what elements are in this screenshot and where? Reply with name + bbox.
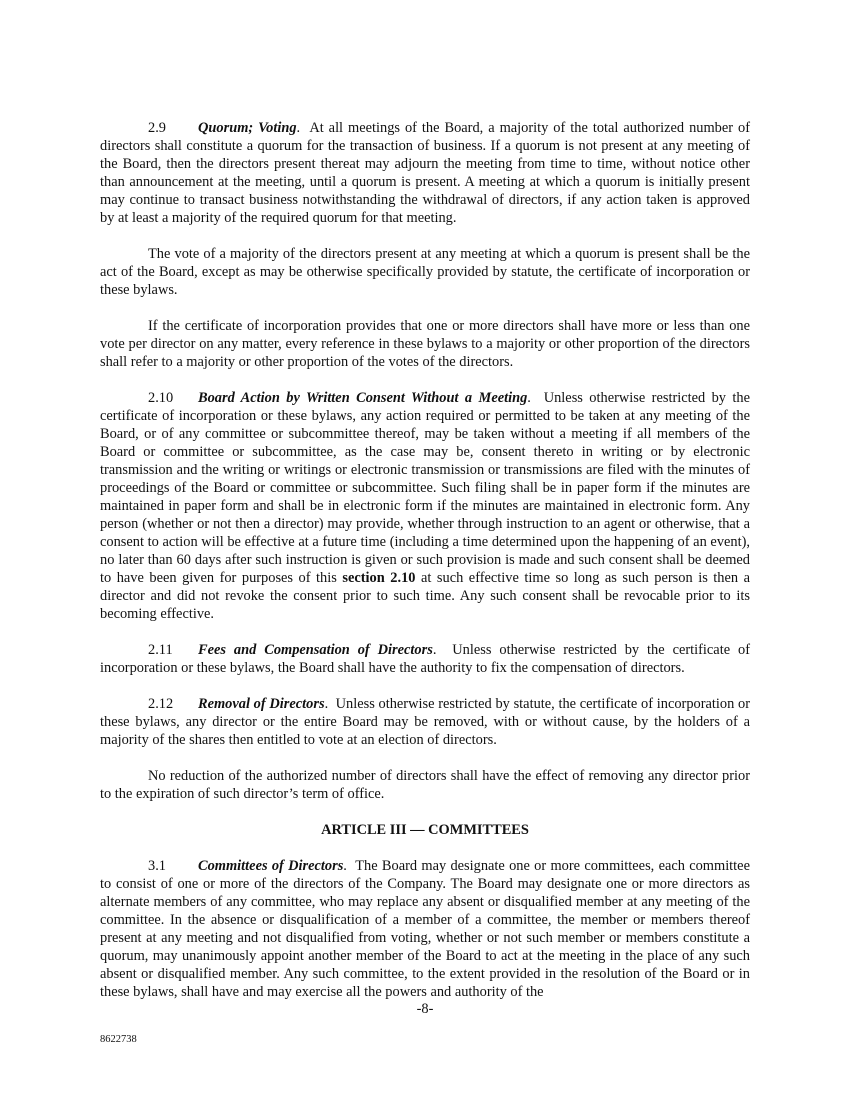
section-number: 2.9 [148,120,166,136]
section-2-11-paragraph: 2.11 Fees and Compensation of Directors. Unless otherwise restricted by the certificate of incorporation or these bylaws, the Board shall have the authority to fix the compensation of directors. [100,642,751,676]
section-heading: Quorum; Voting [198,120,297,136]
section-text: The Board may designate one or more committees, each committee to consist of one or more of the directors of the Company. The Board may designate one or more directors as alternate members of any committee, who may replace any absent or disqualified member at any meeting of the committee. In the absence or disqualification of a member of a committee, the member or members thereof present at any meeting and not disqualified from voting, whether or not such member or members constitute a quorum, may unanimously appoint another member of the Board to act at the meeting in the place of any such absent or disqualified member. Any such committee, to the extent provided in the resolution of the Board or in these bylaws, shall have and may exercise all the powers and authority of the [100,858,750,1000]
section-number: 2.11 [148,642,173,658]
section-reference: section 2.10 [342,570,416,586]
section-2-10-paragraph: 2.10 Board Action by Written Consent Without a Meeting. Unless otherwise restricted by the certificate of incorporation or these bylaws, any action required or permitted to be taken at any meeting of the Board, or of any committee or subcommittee thereof, may be taken without a meeting if all members of the Board or committee or subcommittee, as the case may be, consent thereto in writing or by electronic transmission and the writing or writings or electronic transmission or transmissions are filed with the minutes of proceedings of the Board or committee or subcommittee. Such filing shall be in paper form if the minutes are maintained in paper form and shall be in electronic form if the minutes are maintained in electronic form. Any person (whether or not then a director) may provide, whether through instruction to an agent or otherwise, that a consent to action will be effective at a future time (including a time determined upon the happening of an event), no later than 60 days after such instruction is given or such provision is made and such consent shall be deemed to have been given for purposes of this section 2.10 at such effective time so long as such person is then a director and did not revoke the consent prior to such time. Any such consent shall be revocable prior to its becoming effective. [100,390,750,622]
section-number: 3.1 [148,858,166,874]
section-2-9-paragraph-2 [100,245,750,299]
section-heading: Removal of Directors [198,696,325,712]
section-heading: Fees and Compensation of Directors [198,642,433,658]
section-3-1-paragraph: 3.1 Committees of Directors. The Board may designate one or more committees, each committee to consist of one or more of the directors of the Company. The Board may designate one or more directors as alternate members of any committee, who may replace any absent or disqualified member at any meeting of the committee. In the absence or disqualification of a member of a committee, the member or members thereof present at any meeting and not disqualified from voting, whether or not such member or members constitute a quorum, may unanimously appoint another member of the Board to act at the meeting in the place of any such absent or disqualified member. Any such committee, to the extent provided in the resolution of the Board or in these bylaws, shall have and may exercise all the powers and authority of the [100,858,750,1000]
section-text: at such effective time so long as such person is then a director and did not revoke the consent prior to such time. Any such consent shall be revocable prior to its becoming effective. [100,570,750,622]
section-text: Unless otherwise restricted by the certificate of incorporation or these bylaws, any action required or permitted to be taken at any meeting of the Board, or of any committee or subcommittee thereof, may be taken without a meeting if all members of the Board or committee or subcommittee, as the case may be, consent thereto in writing or by electronic transmission and the writing or writings or electronic transmission or transmissions are filed with the minutes of proceedings of the Board or committee or subcommittee. Such filing shall be in paper form if the minutes are maintained in paper form and shall be in electronic form if the minutes are maintained in electronic form. Any person (whether or not then a director) may provide, whether through instruction to an agent or otherwise, that a consent to action will be effective at a future time (including a time determined upon the happening of an event), no later than 60 days after such instruction is given or such provision is made and such consent shall be deemed to have been given for purposes of this [100,390,750,586]
section-number: 2.10 [148,390,174,406]
section-number: 2.12 [148,696,174,712]
section-text: No reduction of the authorized number of directors shall have the effect of removing any director prior to the expiration of such director’s term of office. [100,768,750,802]
section-2-12-paragraph-2 [100,767,750,803]
section-heading: Committees of Directors [198,858,344,874]
section-2-12-paragraph: 2.12 Removal of Directors. Unless otherwise restricted by statute, the certificate of incorporation or these bylaws, any director or the entire Board may be removed, with or without cause, by the holders of a majority of the shares then entitled to vote at an election of directors. [100,696,750,748]
section-2-9-paragraph: 2.9 Quorum; Voting. At all meetings of the Board, a majority of the total authorized number of directors shall constitute a quorum for the transaction of business. If a quorum is not present at any meeting of the Board, then the directors present thereat may adjourn the meeting from time to time, without notice other than announcement at the meeting, until a quorum is present. A meeting at which a quorum is initially present may continue to transact business notwithstanding the withdrawal of directors, if any action taken is approved by at least a majority of the required quorum for that meeting. [100,120,751,226]
section-text: At all meetings of the Board, a majority of the total authorized number of directors shall constitute a quorum for the transaction of business. If a quorum is not present at any meeting of the Board, then the directors present thereat may adjourn the meeting from time to time, without notice other than announcement at the meeting, until a quorum is present. A meeting at which a quorum is initially present may continue to transact business notwithstanding the withdrawal of directors, if any action taken is approved by at least a majority of the required quorum for that meeting. [100,120,751,226]
section-heading: Board Action by Written Consent Without a Meeting [198,390,528,406]
section-text: Unless otherwise restricted by the certificate of incorporation or these bylaws, the Board shall have the authority to fix the compensation of directors. [100,642,751,676]
article-heading: ARTICLE III — COMMITTEES [321,822,529,838]
section-text: Unless otherwise restricted by statute, the certificate of incorporation or these bylaws, any director or the entire Board may be removed, with or without cause, by the holders of a majority of the shares then entitled to vote at an election of directors. [100,696,750,748]
section-text: If the certificate of incorporation provides that one or more directors shall have more or less than one vote per director on any matter, every reference in these bylaws to a majority or other proportion of the directors shall refer to a majority or other proportion of the votes of the directors. [100,318,750,370]
section-2-9-paragraph-3 [100,317,750,371]
section-text: The vote of a majority of the directors present at any meeting at which a quorum is present shall be the act of the Board, except as may be otherwise specifically provided by statute, the certificate of incorporation or these bylaws. [100,246,750,298]
document-body [100,119,750,1001]
page-number: -8- [416,1001,434,1017]
document-id: 8622738 [100,1034,137,1045]
